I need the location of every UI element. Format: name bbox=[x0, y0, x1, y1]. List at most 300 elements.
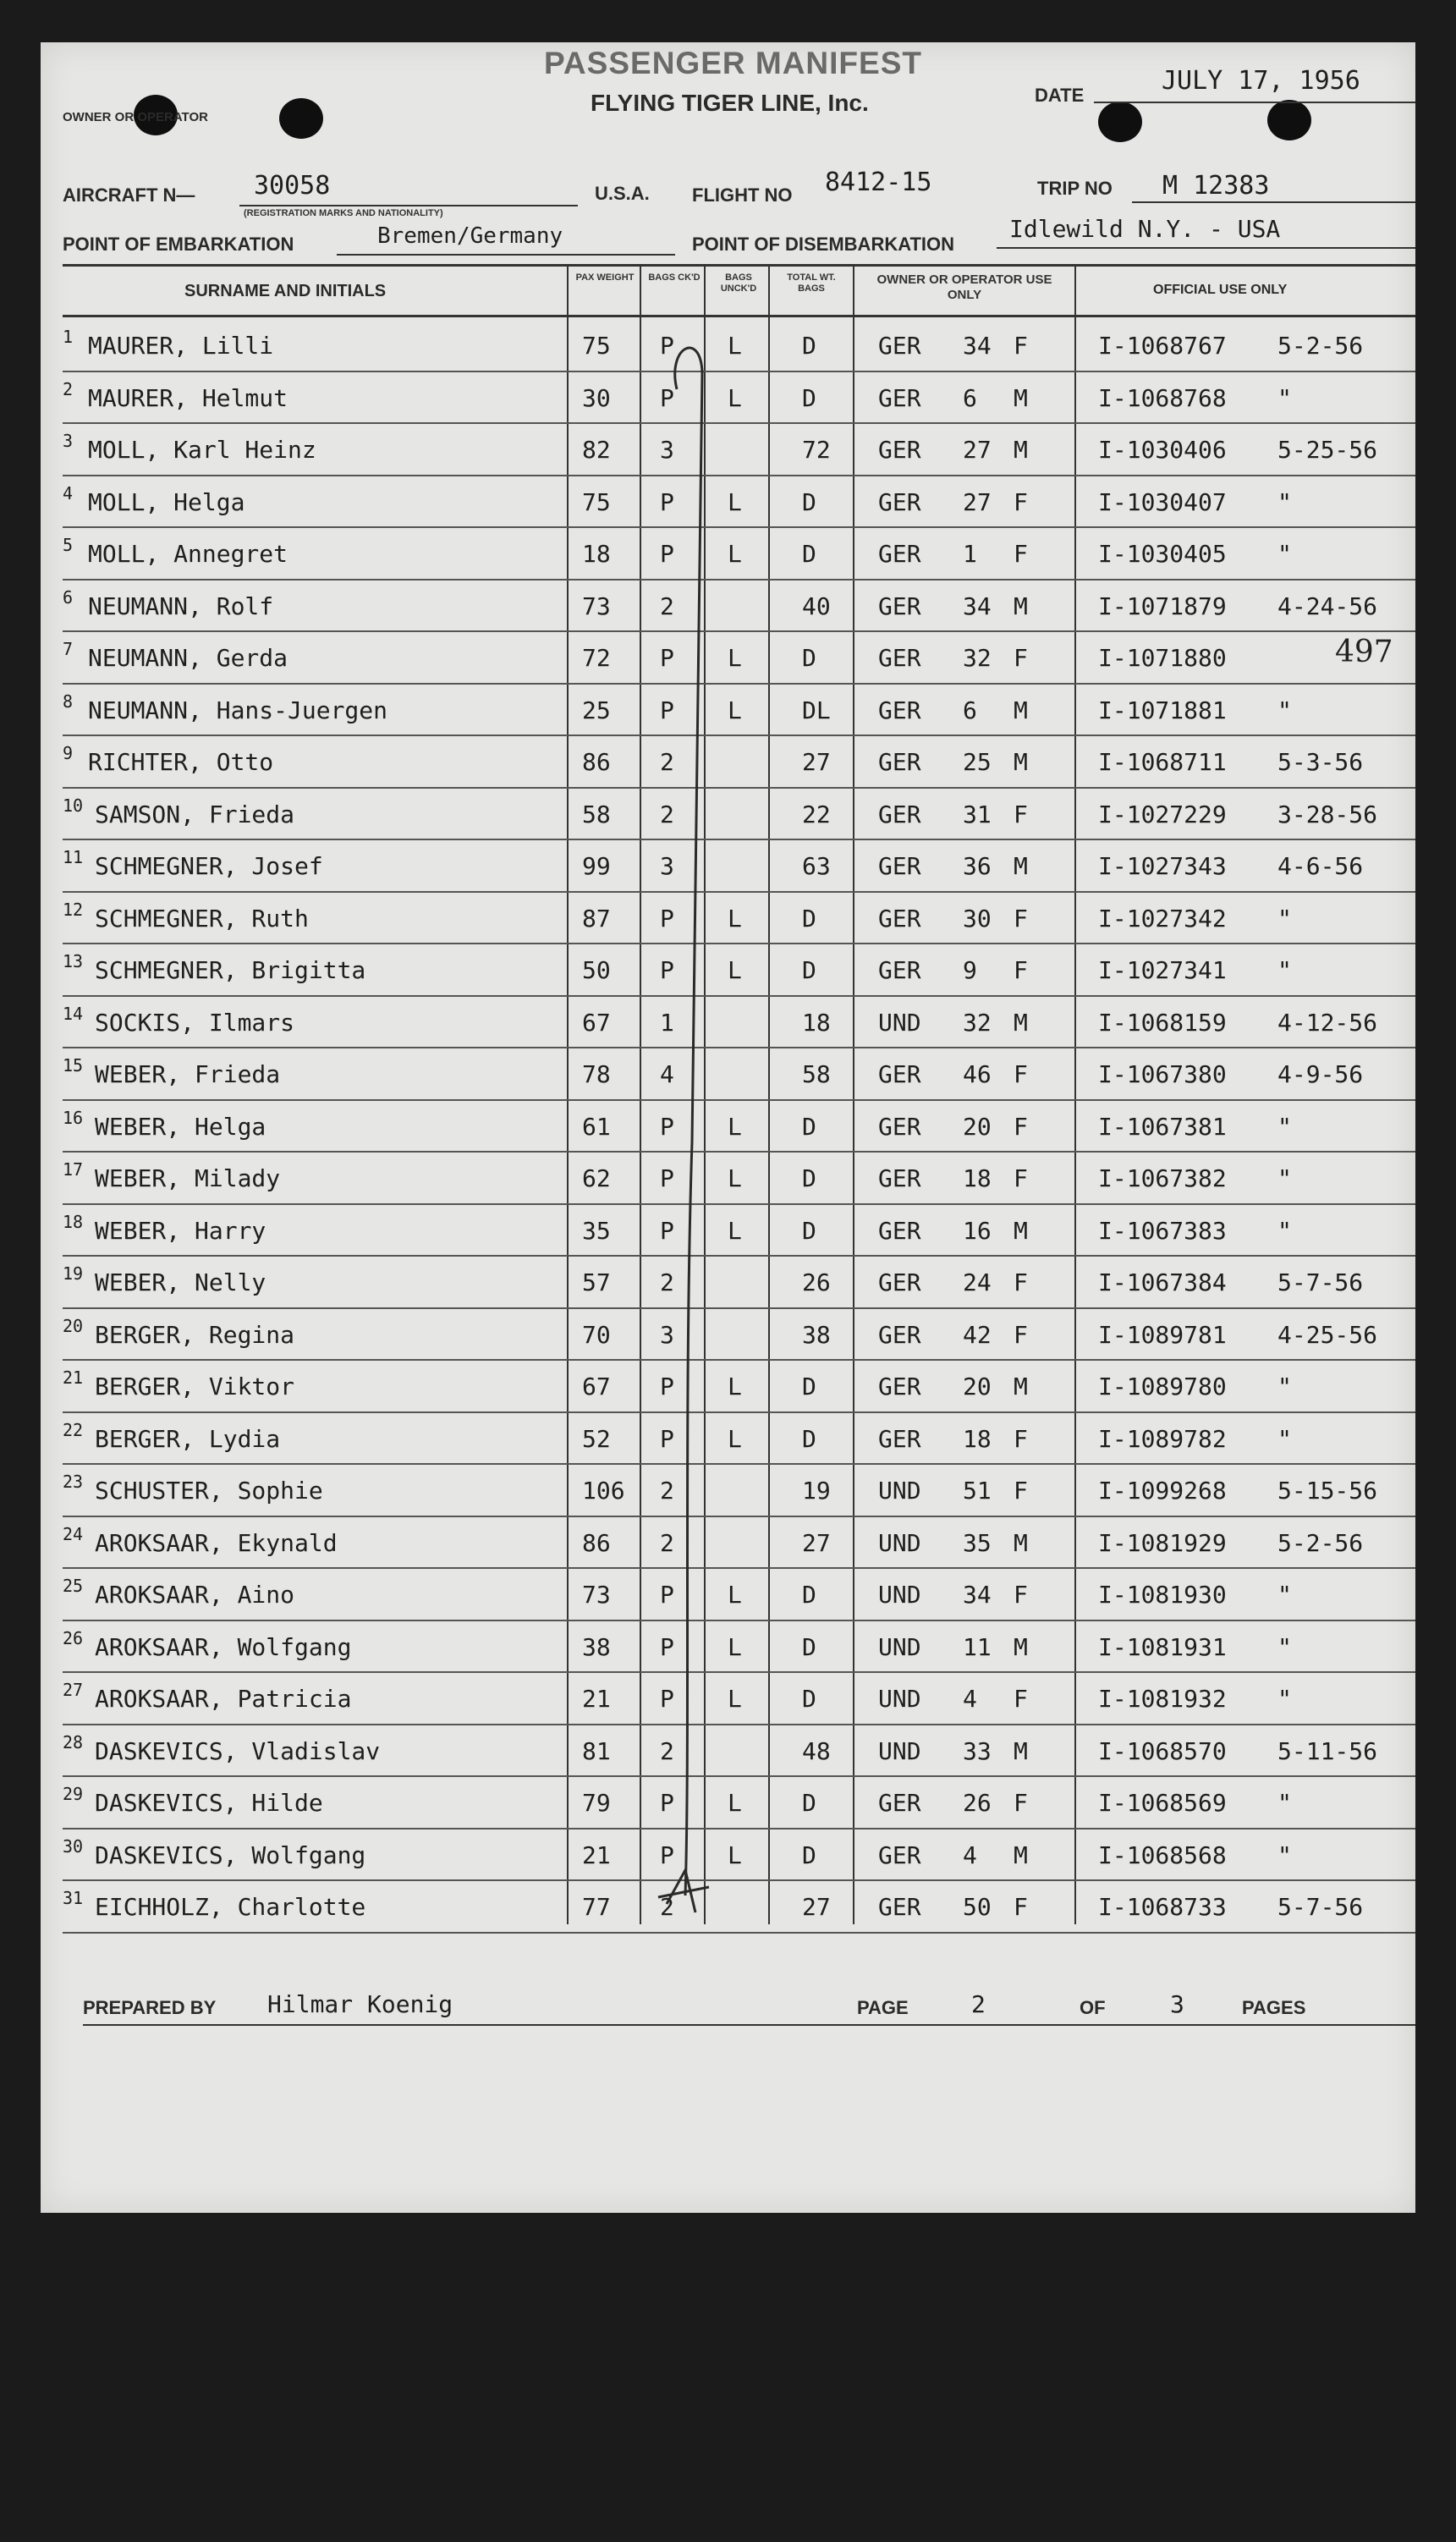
nationality: UND bbox=[878, 1632, 921, 1661]
row-number: 25 bbox=[63, 1576, 84, 1596]
row-number: 13 bbox=[63, 951, 84, 971]
age: 26 bbox=[963, 1789, 992, 1817]
total-bag-weight: 58 bbox=[802, 1060, 831, 1088]
pax-weight: 35 bbox=[582, 1216, 611, 1245]
nationality: UND bbox=[878, 1581, 921, 1609]
pax-weight: 38 bbox=[582, 1632, 611, 1661]
passenger-name: DASKEVICS, Wolfgang bbox=[95, 1840, 366, 1869]
bags-checked: P bbox=[660, 1685, 674, 1713]
owner-operator-label: OWNER OR OPERATOR bbox=[63, 110, 208, 124]
sex: F bbox=[1014, 800, 1028, 828]
pax-weight: 61 bbox=[582, 1112, 611, 1141]
row-number: 4 bbox=[63, 482, 74, 503]
sex: F bbox=[1014, 1320, 1028, 1349]
passenger-name: MOLL, Annegret bbox=[88, 540, 288, 568]
age: 36 bbox=[963, 852, 992, 880]
bags-checked: P bbox=[660, 1840, 674, 1869]
nationality: GER bbox=[878, 956, 921, 984]
row-number: 8 bbox=[63, 691, 74, 712]
age: 11 bbox=[963, 1632, 992, 1661]
sex: M bbox=[1014, 1736, 1028, 1765]
nationality: GER bbox=[878, 332, 921, 360]
passenger-name: WEBER, Harry bbox=[95, 1216, 266, 1245]
row-number: 30 bbox=[63, 1835, 84, 1857]
aircraft-label: AIRCRAFT N— bbox=[63, 184, 195, 206]
pax-weight: 50 bbox=[582, 956, 611, 984]
official-date: " bbox=[1277, 1112, 1292, 1141]
table-row bbox=[41, 1101, 1415, 1153]
sex: M bbox=[1014, 1373, 1028, 1400]
pages-label: PAGES bbox=[1242, 1997, 1306, 2018]
bags-checked: 2 bbox=[660, 1736, 674, 1765]
age: 34 bbox=[963, 591, 992, 620]
age: 18 bbox=[963, 1164, 992, 1192]
sex: F bbox=[1014, 904, 1028, 933]
row-number: 9 bbox=[63, 743, 74, 763]
column-header-bags-ckd: BAGS CK'D bbox=[648, 272, 701, 283]
passenger-name: BERGER, Lydia bbox=[95, 1424, 281, 1453]
table-row bbox=[41, 893, 1415, 945]
aircraft-value: 30058 bbox=[254, 171, 331, 201]
official-date: " bbox=[1277, 1789, 1292, 1817]
bags-unchecked: L bbox=[728, 1632, 742, 1661]
passenger-name: SCHUSTER, Sophie bbox=[95, 1477, 323, 1505]
sex: M bbox=[1014, 1528, 1028, 1557]
embarkation-label: POINT OF EMBARKATION bbox=[63, 234, 294, 255]
bags-checked: 3 bbox=[660, 852, 674, 880]
total-bag-weight: D bbox=[802, 1789, 816, 1817]
official-date: 5-3-56 bbox=[1277, 748, 1364, 776]
table-row bbox=[41, 632, 1415, 685]
official-date: 4-25-56 bbox=[1277, 1320, 1378, 1349]
nationality: UND bbox=[878, 1477, 921, 1505]
age: 50 bbox=[963, 1893, 992, 1921]
sex: M bbox=[1014, 1216, 1028, 1245]
nationality: GER bbox=[878, 487, 921, 516]
official-date: 5-2-56 bbox=[1277, 1528, 1364, 1557]
age: 34 bbox=[963, 332, 992, 360]
bags-unchecked: L bbox=[728, 1216, 742, 1245]
row-number: 15 bbox=[63, 1055, 84, 1076]
total-bag-weight: 72 bbox=[802, 436, 831, 464]
sex: F bbox=[1014, 1477, 1028, 1505]
sex: F bbox=[1014, 487, 1028, 516]
total-bag-weight: D bbox=[802, 383, 816, 412]
punch-hole bbox=[1098, 102, 1142, 142]
official-date: " bbox=[1277, 1164, 1292, 1192]
nationality: GER bbox=[878, 1893, 921, 1921]
passenger-name: WEBER, Frieda bbox=[95, 1060, 281, 1088]
passenger-name: SCHMEGNER, Ruth bbox=[95, 904, 309, 933]
sex: M bbox=[1014, 748, 1028, 776]
age: 35 bbox=[963, 1528, 992, 1557]
table-row bbox=[41, 1361, 1415, 1413]
official-id: I-1068570 bbox=[1098, 1736, 1227, 1765]
row-number: 16 bbox=[63, 1107, 84, 1128]
nationality: GER bbox=[878, 904, 921, 933]
age: 20 bbox=[963, 1112, 992, 1141]
table-row bbox=[41, 1569, 1415, 1621]
pax-weight: 87 bbox=[582, 904, 611, 933]
passenger-name: DASKEVICS, Vladislav bbox=[95, 1736, 381, 1765]
passenger-name: MAURER, Helmut bbox=[88, 383, 288, 412]
table-row bbox=[41, 1673, 1415, 1725]
age: 24 bbox=[963, 1268, 992, 1296]
official-date: " bbox=[1277, 1581, 1292, 1609]
bags-checked: P bbox=[660, 1632, 674, 1661]
table-row bbox=[41, 424, 1415, 476]
sex: M bbox=[1014, 1840, 1028, 1869]
row-number: 5 bbox=[63, 535, 74, 555]
pages-total-value: 3 bbox=[1170, 1990, 1184, 2018]
official-id: I-1068569 bbox=[1098, 1789, 1227, 1817]
nationality: UND bbox=[878, 1685, 921, 1713]
official-id: I-1067381 bbox=[1098, 1112, 1227, 1141]
bags-unchecked: L bbox=[728, 1373, 742, 1400]
sex: F bbox=[1014, 332, 1028, 360]
official-date: 5-15-56 bbox=[1277, 1477, 1378, 1505]
pax-weight: 77 bbox=[582, 1893, 611, 1921]
prepared-by-label: PREPARED BY bbox=[83, 1997, 217, 2018]
passenger-name: DASKEVICS, Hilde bbox=[95, 1789, 323, 1817]
passenger-name: SCHMEGNER, Josef bbox=[95, 852, 323, 880]
row-number: 10 bbox=[63, 795, 84, 816]
official-date: 5-7-56 bbox=[1277, 1268, 1364, 1296]
passenger-name: EICHHOLZ, Charlotte bbox=[95, 1893, 366, 1921]
date-underline bbox=[1094, 102, 1415, 103]
nationality: GER bbox=[878, 644, 921, 672]
table-row bbox=[41, 1725, 1415, 1778]
nationality: GER bbox=[878, 1373, 921, 1400]
row-number: 14 bbox=[63, 1003, 84, 1024]
passenger-name: AROKSAAR, Wolfgang bbox=[95, 1632, 352, 1661]
sex: F bbox=[1014, 1164, 1028, 1192]
nationality: GER bbox=[878, 540, 921, 568]
official-id: I-1081930 bbox=[1098, 1581, 1227, 1609]
pax-weight: 75 bbox=[582, 487, 611, 516]
nationality: GER bbox=[878, 1112, 921, 1141]
header-bottom-rule bbox=[63, 315, 1415, 317]
disembarkation-value: Idlewild N.Y. - USA bbox=[1009, 215, 1281, 243]
bags-checked: 1 bbox=[660, 1008, 674, 1037]
column-header-bags-unckd: BAGS UNCK'D bbox=[720, 272, 757, 294]
bags-checked: P bbox=[660, 644, 674, 672]
table-row bbox=[41, 685, 1415, 737]
age: 34 bbox=[963, 1581, 992, 1609]
row-number: 7 bbox=[63, 639, 74, 659]
total-bag-weight: D bbox=[802, 1112, 816, 1141]
official-id: I-1081929 bbox=[1098, 1528, 1227, 1557]
total-bag-weight: 48 bbox=[802, 1736, 831, 1765]
total-bag-weight: 38 bbox=[802, 1320, 831, 1349]
pax-weight: 18 bbox=[582, 540, 611, 568]
table-row bbox=[41, 528, 1415, 580]
nationality: UND bbox=[878, 1736, 921, 1765]
pax-weight: 52 bbox=[582, 1424, 611, 1453]
official-date: 5-2-56 bbox=[1277, 332, 1364, 360]
flight-label: FLIGHT NO bbox=[692, 184, 793, 206]
table-row bbox=[41, 476, 1415, 529]
pax-weight: 73 bbox=[582, 591, 611, 620]
column-header-owner-use: OWNER OR OPERATOR USE ONLY bbox=[876, 272, 1052, 302]
pax-weight: 78 bbox=[582, 1060, 611, 1088]
aircraft-underline bbox=[239, 205, 578, 206]
sex: F bbox=[1014, 1060, 1028, 1088]
pax-weight: 67 bbox=[582, 1008, 611, 1037]
passenger-name: AROKSAAR, Aino bbox=[95, 1581, 295, 1609]
nationality: GER bbox=[878, 696, 921, 724]
age: 6 bbox=[963, 696, 977, 724]
official-id: I-1067380 bbox=[1098, 1060, 1227, 1088]
manifest-sheet bbox=[41, 42, 1415, 2213]
table-row bbox=[41, 1881, 1415, 1934]
official-date: 5-25-56 bbox=[1277, 436, 1378, 464]
passenger-name: NEUMANN, Hans-Juergen bbox=[88, 696, 388, 724]
table-row bbox=[41, 1517, 1415, 1570]
passenger-name: SCHMEGNER, Brigitta bbox=[95, 956, 366, 984]
sex: F bbox=[1014, 1685, 1028, 1713]
official-id: I-1071880 bbox=[1098, 644, 1227, 672]
official-date: " bbox=[1277, 1216, 1292, 1245]
pax-weight: 72 bbox=[582, 644, 611, 672]
sex: F bbox=[1014, 540, 1028, 568]
date-value: JULY 17, 1956 bbox=[1162, 66, 1360, 96]
table-row bbox=[41, 320, 1415, 372]
bags-unchecked: L bbox=[728, 1685, 742, 1713]
nationality: GER bbox=[878, 1060, 921, 1088]
passenger-name: NEUMANN, Rolf bbox=[88, 591, 274, 620]
bags-checked: P bbox=[660, 1581, 674, 1609]
nationality: GER bbox=[878, 800, 921, 828]
row-number: 19 bbox=[63, 1263, 84, 1284]
sex: F bbox=[1014, 1893, 1028, 1921]
nationality: GER bbox=[878, 436, 921, 464]
sex: M bbox=[1014, 696, 1028, 724]
official-id: I-1067383 bbox=[1098, 1216, 1227, 1245]
stamp-number: 497 bbox=[1335, 635, 1393, 669]
age: 33 bbox=[963, 1736, 992, 1765]
form-title: PASSENGER MANIFEST bbox=[544, 46, 922, 80]
nationality: GER bbox=[878, 383, 921, 412]
pax-weight: 81 bbox=[582, 1736, 611, 1765]
official-id: I-1068568 bbox=[1098, 1840, 1227, 1869]
official-date: 5-7-56 bbox=[1277, 1893, 1364, 1921]
bags-checked: 2 bbox=[660, 1893, 674, 1921]
official-date: 4-6-56 bbox=[1277, 852, 1364, 880]
age: 32 bbox=[963, 644, 992, 672]
row-number: 22 bbox=[63, 1419, 84, 1440]
row-number: 3 bbox=[63, 431, 74, 451]
row-number: 21 bbox=[63, 1367, 84, 1388]
pax-weight: 21 bbox=[582, 1685, 611, 1713]
row-number: 20 bbox=[63, 1315, 84, 1336]
total-bag-weight: 27 bbox=[802, 1893, 831, 1921]
total-bag-weight: D bbox=[802, 1216, 816, 1245]
official-id: I-1068711 bbox=[1098, 748, 1227, 776]
date-label: DATE bbox=[1035, 85, 1085, 106]
passenger-name: WEBER, Milady bbox=[95, 1164, 281, 1192]
total-bag-weight: D bbox=[802, 540, 816, 568]
bags-checked: 2 bbox=[660, 1268, 674, 1296]
nationality: GER bbox=[878, 1840, 921, 1869]
official-id: I-1027343 bbox=[1098, 852, 1227, 880]
passenger-name: WEBER, Nelly bbox=[95, 1268, 266, 1296]
punch-hole bbox=[1267, 100, 1311, 140]
of-label: OF bbox=[1080, 1997, 1106, 2018]
table-row bbox=[41, 944, 1415, 997]
age: 27 bbox=[963, 436, 992, 464]
bags-unchecked: L bbox=[728, 644, 742, 672]
sex: M bbox=[1014, 1008, 1028, 1037]
column-header-official-use: OFFICIAL USE ONLY bbox=[1153, 283, 1288, 297]
total-bag-weight: 63 bbox=[802, 852, 831, 880]
row-number: 6 bbox=[63, 586, 74, 608]
nationality: UND bbox=[878, 1528, 921, 1557]
table-row bbox=[41, 1829, 1415, 1882]
nationality: UND bbox=[878, 1008, 921, 1037]
disembarkation-underline bbox=[997, 247, 1415, 249]
nationality: GER bbox=[878, 1789, 921, 1817]
header-top-rule bbox=[63, 264, 1415, 267]
age: 42 bbox=[963, 1320, 992, 1349]
bags-checked: P bbox=[660, 956, 674, 984]
total-bag-weight: 26 bbox=[802, 1268, 831, 1296]
pax-weight: 25 bbox=[582, 696, 611, 724]
table-row bbox=[41, 1257, 1415, 1309]
official-date: " bbox=[1277, 956, 1292, 984]
row-number: 18 bbox=[63, 1211, 84, 1232]
table-row bbox=[41, 789, 1415, 841]
age: 20 bbox=[963, 1373, 992, 1400]
sex: M bbox=[1014, 591, 1028, 620]
page-label: PAGE bbox=[857, 1997, 909, 2018]
official-date: " bbox=[1277, 696, 1292, 724]
official-id: I-1068733 bbox=[1098, 1893, 1227, 1921]
total-bag-weight: DL bbox=[802, 696, 831, 724]
official-date: " bbox=[1277, 1840, 1292, 1869]
bags-unchecked: L bbox=[728, 1424, 742, 1453]
sex: F bbox=[1014, 1112, 1028, 1141]
official-id: I-1027229 bbox=[1098, 800, 1227, 828]
official-date: " bbox=[1277, 904, 1292, 933]
official-date: " bbox=[1277, 1685, 1292, 1713]
row-number: 24 bbox=[63, 1523, 84, 1544]
passenger-name: MAURER, Lilli bbox=[88, 332, 274, 360]
pax-weight: 86 bbox=[582, 748, 611, 776]
bags-unchecked: L bbox=[728, 956, 742, 984]
official-id: I-1089781 bbox=[1098, 1320, 1227, 1349]
sex: M bbox=[1014, 852, 1028, 880]
pax-weight: 106 bbox=[582, 1477, 625, 1505]
bags-unchecked: L bbox=[728, 540, 742, 568]
row-number: 23 bbox=[63, 1472, 84, 1492]
bags-unchecked: L bbox=[728, 1789, 742, 1817]
bags-checked: 3 bbox=[660, 1320, 674, 1349]
official-id: I-1027342 bbox=[1098, 904, 1227, 933]
row-number: 11 bbox=[63, 847, 84, 867]
total-bag-weight: D bbox=[802, 1685, 816, 1713]
age: 4 bbox=[963, 1685, 977, 1713]
table-row bbox=[41, 1465, 1415, 1517]
sex: F bbox=[1014, 1268, 1028, 1296]
table-row bbox=[41, 840, 1415, 893]
column-header-total: TOTAL WT. BAGS bbox=[787, 272, 836, 294]
row-number: 12 bbox=[63, 899, 84, 920]
passenger-name: BERGER, Regina bbox=[95, 1320, 295, 1349]
official-date: " bbox=[1277, 383, 1292, 412]
sex: M bbox=[1014, 383, 1028, 412]
passenger-name: BERGER, Viktor bbox=[95, 1373, 295, 1400]
prepared-by-value: Hilmar Koenig bbox=[267, 1990, 453, 2018]
total-bag-weight: 22 bbox=[802, 800, 831, 828]
bags-checked: P bbox=[660, 1164, 674, 1192]
pax-weight: 57 bbox=[582, 1268, 611, 1296]
bags-checked: P bbox=[660, 1373, 674, 1400]
row-number: 26 bbox=[63, 1627, 84, 1648]
total-bag-weight: D bbox=[802, 332, 816, 360]
bags-unchecked: L bbox=[728, 696, 742, 724]
passenger-name: MOLL, Karl Heinz bbox=[88, 436, 316, 464]
bags-checked: 3 bbox=[660, 436, 674, 464]
table-row bbox=[41, 1309, 1415, 1362]
column-header-name: SURNAME AND INITIALS bbox=[184, 282, 387, 300]
age: 16 bbox=[963, 1216, 992, 1245]
official-id: I-1081931 bbox=[1098, 1632, 1227, 1661]
pax-weight: 21 bbox=[582, 1840, 611, 1869]
bags-checked: P bbox=[660, 540, 674, 568]
total-bag-weight: D bbox=[802, 1373, 816, 1400]
age: 4 bbox=[963, 1840, 977, 1869]
tick-line-mark bbox=[624, 296, 726, 1955]
bags-unchecked: L bbox=[728, 904, 742, 933]
bags-checked: P bbox=[660, 332, 674, 360]
official-id: I-1089780 bbox=[1098, 1373, 1227, 1400]
official-id: I-1030407 bbox=[1098, 487, 1227, 516]
official-id: I-1068767 bbox=[1098, 332, 1227, 360]
bags-checked: P bbox=[660, 1789, 674, 1817]
bags-checked: P bbox=[660, 1424, 674, 1453]
official-id: I-1071881 bbox=[1098, 696, 1227, 724]
disembarkation-label: POINT OF DISEMBARKATION bbox=[692, 234, 955, 255]
official-id: I-1081932 bbox=[1098, 1685, 1227, 1713]
bags-checked: P bbox=[660, 1112, 674, 1141]
sex: M bbox=[1014, 1632, 1028, 1661]
bags-unchecked: L bbox=[728, 1581, 742, 1609]
age: 46 bbox=[963, 1060, 992, 1088]
passenger-name: RICHTER, Otto bbox=[88, 748, 274, 776]
total-bag-weight: D bbox=[802, 487, 816, 516]
pax-weight: 58 bbox=[582, 800, 611, 828]
total-bag-weight: D bbox=[802, 956, 816, 984]
bags-unchecked: L bbox=[728, 487, 742, 516]
age: 9 bbox=[963, 956, 977, 984]
page-value: 2 bbox=[971, 1990, 986, 2018]
flight-value: 8412-15 bbox=[825, 168, 932, 197]
nationality: GER bbox=[878, 1320, 921, 1349]
total-bag-weight: 27 bbox=[802, 1528, 831, 1557]
table-row bbox=[41, 1048, 1415, 1101]
row-number: 27 bbox=[63, 1680, 84, 1700]
passenger-name: SOCKIS, Ilmars bbox=[95, 1008, 295, 1037]
age: 32 bbox=[963, 1008, 992, 1037]
row-number: 29 bbox=[63, 1784, 84, 1804]
row-divider bbox=[63, 1932, 1415, 1934]
row-number: 2 bbox=[63, 378, 74, 399]
table-row bbox=[41, 736, 1415, 789]
punch-hole bbox=[279, 98, 323, 139]
official-id: I-1089782 bbox=[1098, 1424, 1227, 1453]
table-row bbox=[41, 1621, 1415, 1674]
